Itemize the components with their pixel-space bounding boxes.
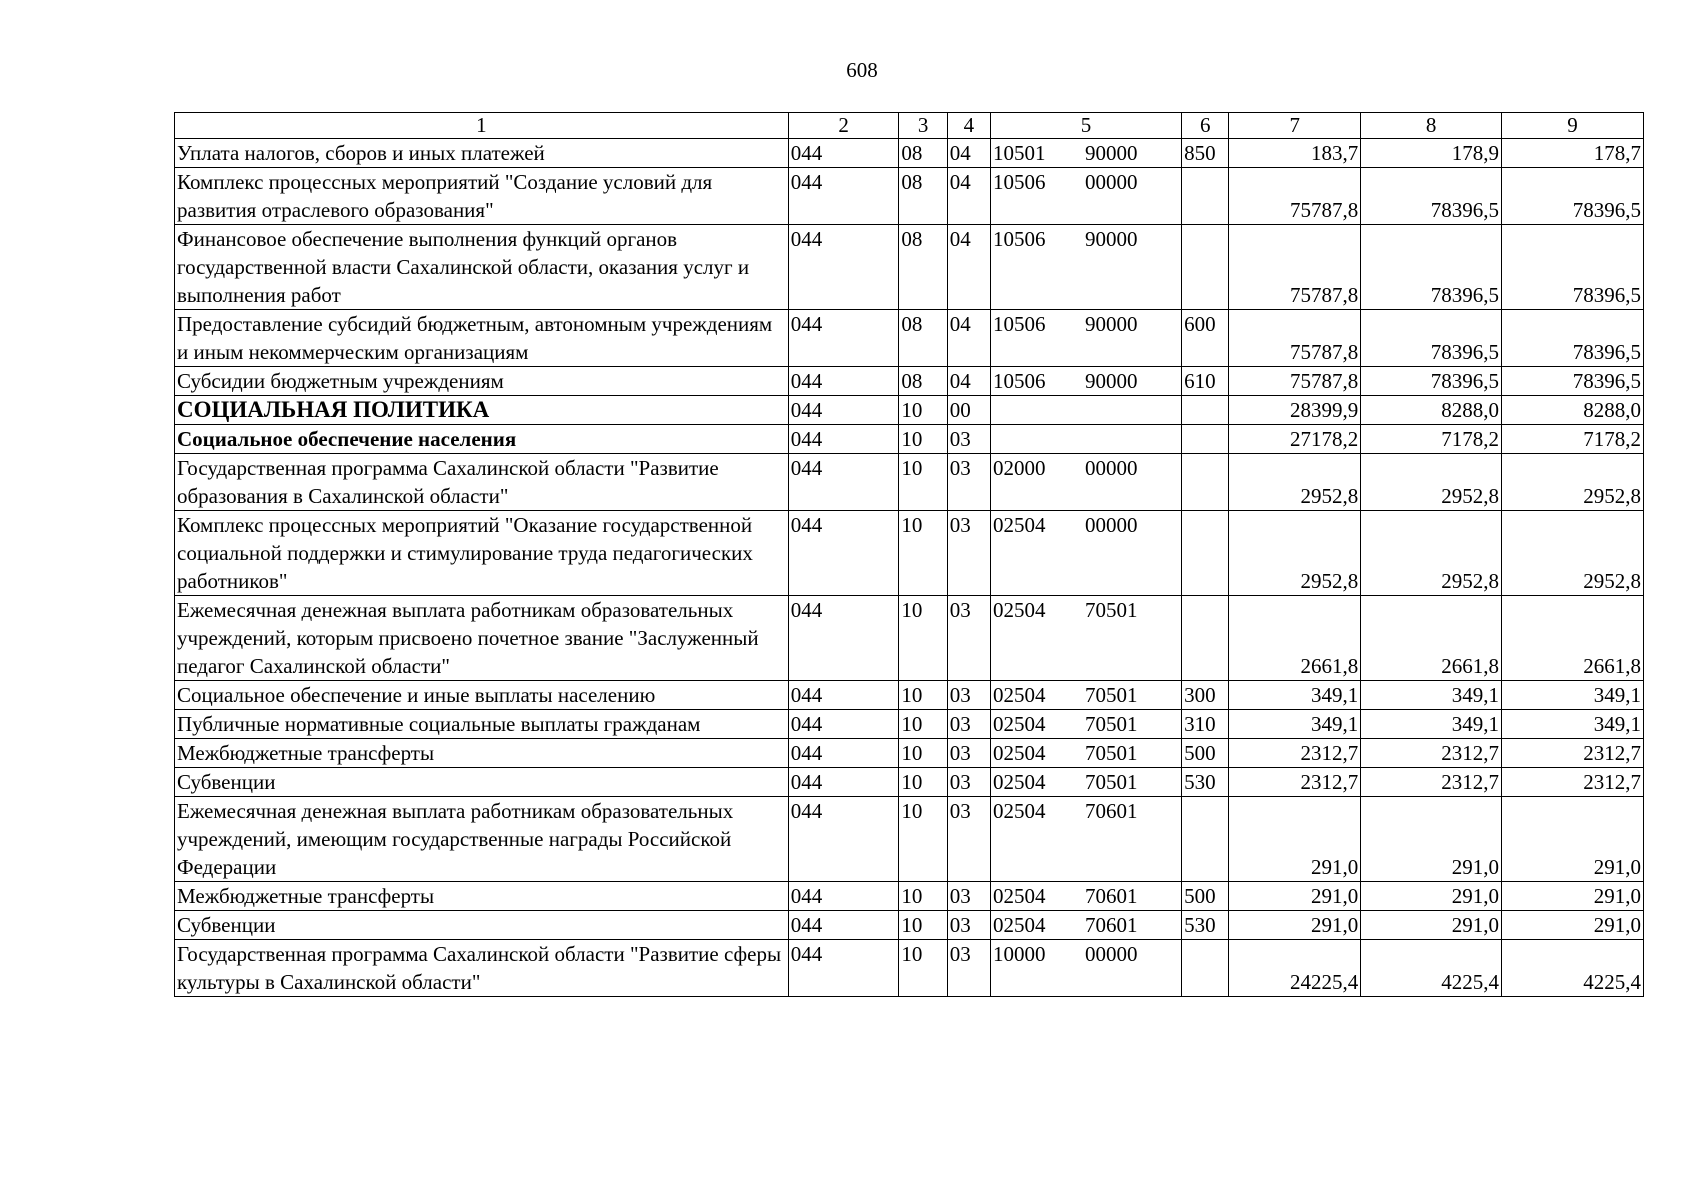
amount-col7-cell: 75787,8 — [1229, 367, 1361, 396]
target-article-cell — [990, 425, 1181, 454]
amount-col8-cell: 178,9 — [1361, 139, 1502, 168]
section-code-cell: 10 — [899, 911, 947, 940]
target-article-program: 02504 — [992, 741, 1046, 765]
amount-col9-cell: 2661,8 — [1502, 596, 1644, 681]
amount-col9-cell: 178,7 — [1502, 139, 1644, 168]
section-code-cell: 10 — [899, 425, 947, 454]
budget-table — [174, 112, 1644, 997]
amount-col8-cell: 8288,0 — [1361, 396, 1502, 425]
expense-type-cell — [1182, 425, 1229, 454]
header-cell: 1 — [175, 113, 789, 139]
target-article-direction: 90000 — [1084, 227, 1138, 251]
table-row — [175, 882, 1644, 911]
amount-col9-cell: 2312,7 — [1502, 768, 1644, 797]
amount-col9-cell: 78396,5 — [1502, 310, 1644, 367]
expense-type-cell: 850 — [1182, 139, 1229, 168]
subsection-code-cell: 03 — [947, 454, 990, 511]
expense-type-cell: 530 — [1182, 911, 1229, 940]
amount-col7-cell: 75787,8 — [1229, 310, 1361, 367]
target-article-program: 10506 — [992, 369, 1046, 393]
amount-col8-cell: 291,0 — [1361, 911, 1502, 940]
row-name-cell: Социальное обеспечение населения — [175, 425, 789, 454]
header-cell: 6 — [1182, 113, 1229, 139]
target-article-cell — [990, 710, 1181, 739]
expense-type-cell — [1182, 940, 1229, 997]
target-article-program: 02504 — [992, 598, 1046, 622]
amount-col9-cell: 78396,5 — [1502, 168, 1644, 225]
row-name-cell: Межбюджетные трансферты — [175, 882, 789, 911]
subsection-code-cell: 04 — [947, 310, 990, 367]
table-header-row — [175, 113, 1644, 139]
amount-col7-cell: 28399,9 — [1229, 396, 1361, 425]
table-row — [175, 511, 1644, 596]
target-article-program: 10000 — [992, 942, 1046, 966]
amount-col7-cell: 75787,8 — [1229, 225, 1361, 310]
header-cell: 2 — [788, 113, 899, 139]
expense-type-cell — [1182, 225, 1229, 310]
amount-col8-cell: 78396,5 — [1361, 310, 1502, 367]
target-article-cell — [990, 454, 1181, 511]
amount-col9-cell: 291,0 — [1502, 882, 1644, 911]
amount-col7-cell: 2312,7 — [1229, 739, 1361, 768]
target-article-cell — [990, 882, 1181, 911]
amount-col7-cell: 291,0 — [1229, 911, 1361, 940]
section-code-cell: 10 — [899, 768, 947, 797]
target-article-cell — [990, 367, 1181, 396]
row-name-cell: Уплата налогов, сборов и иных платежей — [175, 139, 789, 168]
row-name-cell: Социальное обеспечение и иные выплаты населению — [175, 681, 789, 710]
amount-col8-cell: 78396,5 — [1361, 225, 1502, 310]
ministry-code-cell: 044 — [788, 739, 899, 768]
target-article-program: 02504 — [992, 913, 1046, 937]
subsection-code-cell: 03 — [947, 710, 990, 739]
amount-col8-cell: 2312,7 — [1361, 768, 1502, 797]
expense-type-cell: 610 — [1182, 367, 1229, 396]
table-row — [175, 425, 1644, 454]
subsection-code-cell: 04 — [947, 168, 990, 225]
amount-col9-cell: 349,1 — [1502, 681, 1644, 710]
expense-type-cell — [1182, 511, 1229, 596]
amount-col9-cell: 4225,4 — [1502, 940, 1644, 997]
section-code-cell: 08 — [899, 225, 947, 310]
amount-col7-cell: 349,1 — [1229, 710, 1361, 739]
row-name-cell: Предоставление субсидий бюджетным, автономным учреждениям и иным некоммерческим организациям — [175, 310, 789, 367]
section-code-cell: 10 — [899, 596, 947, 681]
ministry-code-cell: 044 — [788, 940, 899, 997]
ministry-code-cell: 044 — [788, 511, 899, 596]
section-code-cell: 10 — [899, 511, 947, 596]
target-article-program: 10501 — [992, 141, 1046, 165]
table-row — [175, 797, 1644, 882]
expense-type-cell: 530 — [1182, 768, 1229, 797]
amount-col9-cell: 78396,5 — [1502, 367, 1644, 396]
amount-col9-cell: 2952,8 — [1502, 454, 1644, 511]
table-row — [175, 681, 1644, 710]
row-name-cell: Публичные нормативные социальные выплаты гражданам — [175, 710, 789, 739]
ministry-code-cell: 044 — [788, 882, 899, 911]
amount-col8-cell: 2312,7 — [1361, 739, 1502, 768]
amount-col7-cell: 2312,7 — [1229, 768, 1361, 797]
target-article-direction: 90000 — [1084, 141, 1138, 165]
row-name-cell: Финансовое обеспечение выполнения функций органов государственной власти Сахалинской области, оказания услуг и выполнения работ — [175, 225, 789, 310]
target-article-program: 10506 — [992, 312, 1046, 336]
table-row — [175, 367, 1644, 396]
header-cell: 9 — [1502, 113, 1644, 139]
section-code-cell: 10 — [899, 710, 947, 739]
table-row — [175, 168, 1644, 225]
section-code-cell: 10 — [899, 882, 947, 911]
target-article-direction: 90000 — [1084, 312, 1138, 336]
section-code-cell: 10 — [899, 454, 947, 511]
row-name-cell: Субсидии бюджетным учреждениям — [175, 367, 789, 396]
amount-col7-cell: 24225,4 — [1229, 940, 1361, 997]
section-code-cell: 08 — [899, 139, 947, 168]
subsection-code-cell: 03 — [947, 797, 990, 882]
amount-col9-cell: 291,0 — [1502, 797, 1644, 882]
amount-col8-cell: 78396,5 — [1361, 367, 1502, 396]
expense-type-cell — [1182, 797, 1229, 882]
subsection-code-cell: 04 — [947, 225, 990, 310]
section-code-cell: 10 — [899, 739, 947, 768]
target-article-program: 02000 — [992, 456, 1046, 480]
amount-col7-cell: 183,7 — [1229, 139, 1361, 168]
amount-col9-cell: 8288,0 — [1502, 396, 1644, 425]
target-article-cell — [990, 511, 1181, 596]
target-article-cell — [990, 940, 1181, 997]
target-article-cell — [990, 681, 1181, 710]
expense-type-cell: 500 — [1182, 882, 1229, 911]
header-cell: 8 — [1361, 113, 1502, 139]
amount-col9-cell: 2312,7 — [1502, 739, 1644, 768]
subsection-code-cell: 03 — [947, 940, 990, 997]
subsection-code-cell: 03 — [947, 768, 990, 797]
target-article-cell — [990, 797, 1181, 882]
target-article-direction: 00000 — [1084, 513, 1138, 537]
ministry-code-cell: 044 — [788, 768, 899, 797]
header-cell: 3 — [899, 113, 947, 139]
amount-col8-cell: 78396,5 — [1361, 168, 1502, 225]
amount-col7-cell: 291,0 — [1229, 797, 1361, 882]
section-code-cell: 08 — [899, 168, 947, 225]
expense-type-cell: 310 — [1182, 710, 1229, 739]
target-article-direction: 70501 — [1084, 712, 1138, 736]
header-cell: 5 — [990, 113, 1181, 139]
ministry-code-cell: 044 — [788, 139, 899, 168]
amount-col8-cell: 291,0 — [1361, 882, 1502, 911]
header-cell: 7 — [1229, 113, 1361, 139]
expense-type-cell — [1182, 454, 1229, 511]
row-name-cell: Комплекс процессных мероприятий "Создание условий для развития отраслевого образования" — [175, 168, 789, 225]
table-row — [175, 139, 1644, 168]
target-article-program: 02504 — [992, 884, 1046, 908]
target-article-direction: 70501 — [1084, 770, 1138, 794]
table-row — [175, 940, 1644, 997]
section-code-cell: 10 — [899, 940, 947, 997]
section-code-cell: 10 — [899, 681, 947, 710]
target-article-program: 02504 — [992, 683, 1046, 707]
ministry-code-cell: 044 — [788, 225, 899, 310]
page-number: 608 — [846, 58, 878, 82]
expense-type-cell — [1182, 396, 1229, 425]
amount-col9-cell: 291,0 — [1502, 911, 1644, 940]
amount-col7-cell: 349,1 — [1229, 681, 1361, 710]
ministry-code-cell: 044 — [788, 425, 899, 454]
subsection-code-cell: 03 — [947, 425, 990, 454]
subsection-code-cell: 03 — [947, 882, 990, 911]
amount-col7-cell: 75787,8 — [1229, 168, 1361, 225]
subsection-code-cell: 03 — [947, 596, 990, 681]
subsection-code-cell: 03 — [947, 911, 990, 940]
expense-type-cell — [1182, 596, 1229, 681]
target-article-cell — [990, 596, 1181, 681]
target-article-cell — [990, 396, 1181, 425]
target-article-direction: 70601 — [1084, 884, 1138, 908]
ministry-code-cell: 044 — [788, 396, 899, 425]
target-article-direction: 00000 — [1084, 170, 1138, 194]
section-code-cell: 08 — [899, 310, 947, 367]
table-row — [175, 396, 1644, 425]
amount-col7-cell: 2952,8 — [1229, 454, 1361, 511]
subsection-code-cell: 03 — [947, 681, 990, 710]
row-name-cell: Субвенции — [175, 911, 789, 940]
header-cell: 4 — [947, 113, 990, 139]
target-article-cell — [990, 739, 1181, 768]
amount-col8-cell: 349,1 — [1361, 681, 1502, 710]
table-row — [175, 596, 1644, 681]
expense-type-cell: 500 — [1182, 739, 1229, 768]
row-name-cell: Государственная программа Сахалинской области "Развитие сферы культуры в Сахалинской области" — [175, 940, 789, 997]
target-article-program: 02504 — [992, 770, 1046, 794]
target-article-direction: 70501 — [1084, 598, 1138, 622]
ministry-code-cell: 044 — [788, 310, 899, 367]
amount-col9-cell: 78396,5 — [1502, 225, 1644, 310]
amount-col9-cell: 7178,2 — [1502, 425, 1644, 454]
row-name-cell: Комплекс процессных мероприятий "Оказание государственной социальной поддержки и стимулирование труда педагогических работников" — [175, 511, 789, 596]
amount-col8-cell: 291,0 — [1361, 797, 1502, 882]
amount-col8-cell: 2952,8 — [1361, 454, 1502, 511]
section-code-cell: 08 — [899, 367, 947, 396]
target-article-program: 02504 — [992, 799, 1046, 823]
subsection-code-cell: 04 — [947, 367, 990, 396]
table-row — [175, 739, 1644, 768]
target-article-direction: 90000 — [1084, 369, 1138, 393]
ministry-code-cell: 044 — [788, 911, 899, 940]
expense-type-cell — [1182, 168, 1229, 225]
amount-col8-cell: 2952,8 — [1361, 511, 1502, 596]
target-article-cell — [990, 225, 1181, 310]
target-article-program: 10506 — [992, 170, 1046, 194]
row-name-cell: СОЦИАЛЬНАЯ ПОЛИТИКА — [175, 396, 789, 425]
target-article-direction: 70601 — [1084, 913, 1138, 937]
subsection-code-cell: 03 — [947, 511, 990, 596]
amount-col9-cell: 349,1 — [1502, 710, 1644, 739]
target-article-program: 02504 — [992, 513, 1046, 537]
table-row — [175, 768, 1644, 797]
amount-col7-cell: 2661,8 — [1229, 596, 1361, 681]
ministry-code-cell: 044 — [788, 710, 899, 739]
subsection-code-cell: 03 — [947, 739, 990, 768]
target-article-direction: 00000 — [1084, 942, 1138, 966]
section-code-cell: 10 — [899, 396, 947, 425]
table-row — [175, 710, 1644, 739]
expense-type-cell: 300 — [1182, 681, 1229, 710]
table-row — [175, 225, 1644, 310]
target-article-cell — [990, 168, 1181, 225]
section-code-cell: 10 — [899, 797, 947, 882]
target-article-cell — [990, 768, 1181, 797]
ministry-code-cell: 044 — [788, 454, 899, 511]
amount-col7-cell: 27178,2 — [1229, 425, 1361, 454]
ministry-code-cell: 044 — [788, 681, 899, 710]
row-name-cell: Государственная программа Сахалинской области "Развитие образования в Сахалинской области" — [175, 454, 789, 511]
target-article-cell — [990, 310, 1181, 367]
target-article-direction: 70601 — [1084, 799, 1138, 823]
row-name-cell: Ежемесячная денежная выплата работникам образовательных учреждений, имеющим государственные награды Российской Федерации — [175, 797, 789, 882]
amount-col8-cell: 349,1 — [1361, 710, 1502, 739]
target-article-direction: 70501 — [1084, 683, 1138, 707]
amount-col9-cell: 2952,8 — [1502, 511, 1644, 596]
amount-col7-cell: 291,0 — [1229, 882, 1361, 911]
table-row — [175, 310, 1644, 367]
row-name-cell: Межбюджетные трансферты — [175, 739, 789, 768]
target-article-direction: 70501 — [1084, 741, 1138, 765]
table-row — [175, 454, 1644, 511]
row-name-cell: Субвенции — [175, 768, 789, 797]
amount-col7-cell: 2952,8 — [1229, 511, 1361, 596]
amount-col8-cell: 2661,8 — [1361, 596, 1502, 681]
target-article-cell — [990, 139, 1181, 168]
subsection-code-cell: 04 — [947, 139, 990, 168]
subsection-code-cell: 00 — [947, 396, 990, 425]
row-name-cell: Ежемесячная денежная выплата работникам образовательных учреждений, которым присвоено почетное звание "Заслуженный педагог Сахалинской области" — [175, 596, 789, 681]
target-article-program: 10506 — [992, 227, 1046, 251]
target-article-cell — [990, 911, 1181, 940]
table-row — [175, 911, 1644, 940]
amount-col8-cell: 4225,4 — [1361, 940, 1502, 997]
ministry-code-cell: 044 — [788, 596, 899, 681]
ministry-code-cell: 044 — [788, 797, 899, 882]
ministry-code-cell: 044 — [788, 367, 899, 396]
expense-type-cell: 600 — [1182, 310, 1229, 367]
ministry-code-cell: 044 — [788, 168, 899, 225]
target-article-program: 02504 — [992, 712, 1046, 736]
amount-col8-cell: 7178,2 — [1361, 425, 1502, 454]
target-article-direction: 00000 — [1084, 456, 1138, 480]
